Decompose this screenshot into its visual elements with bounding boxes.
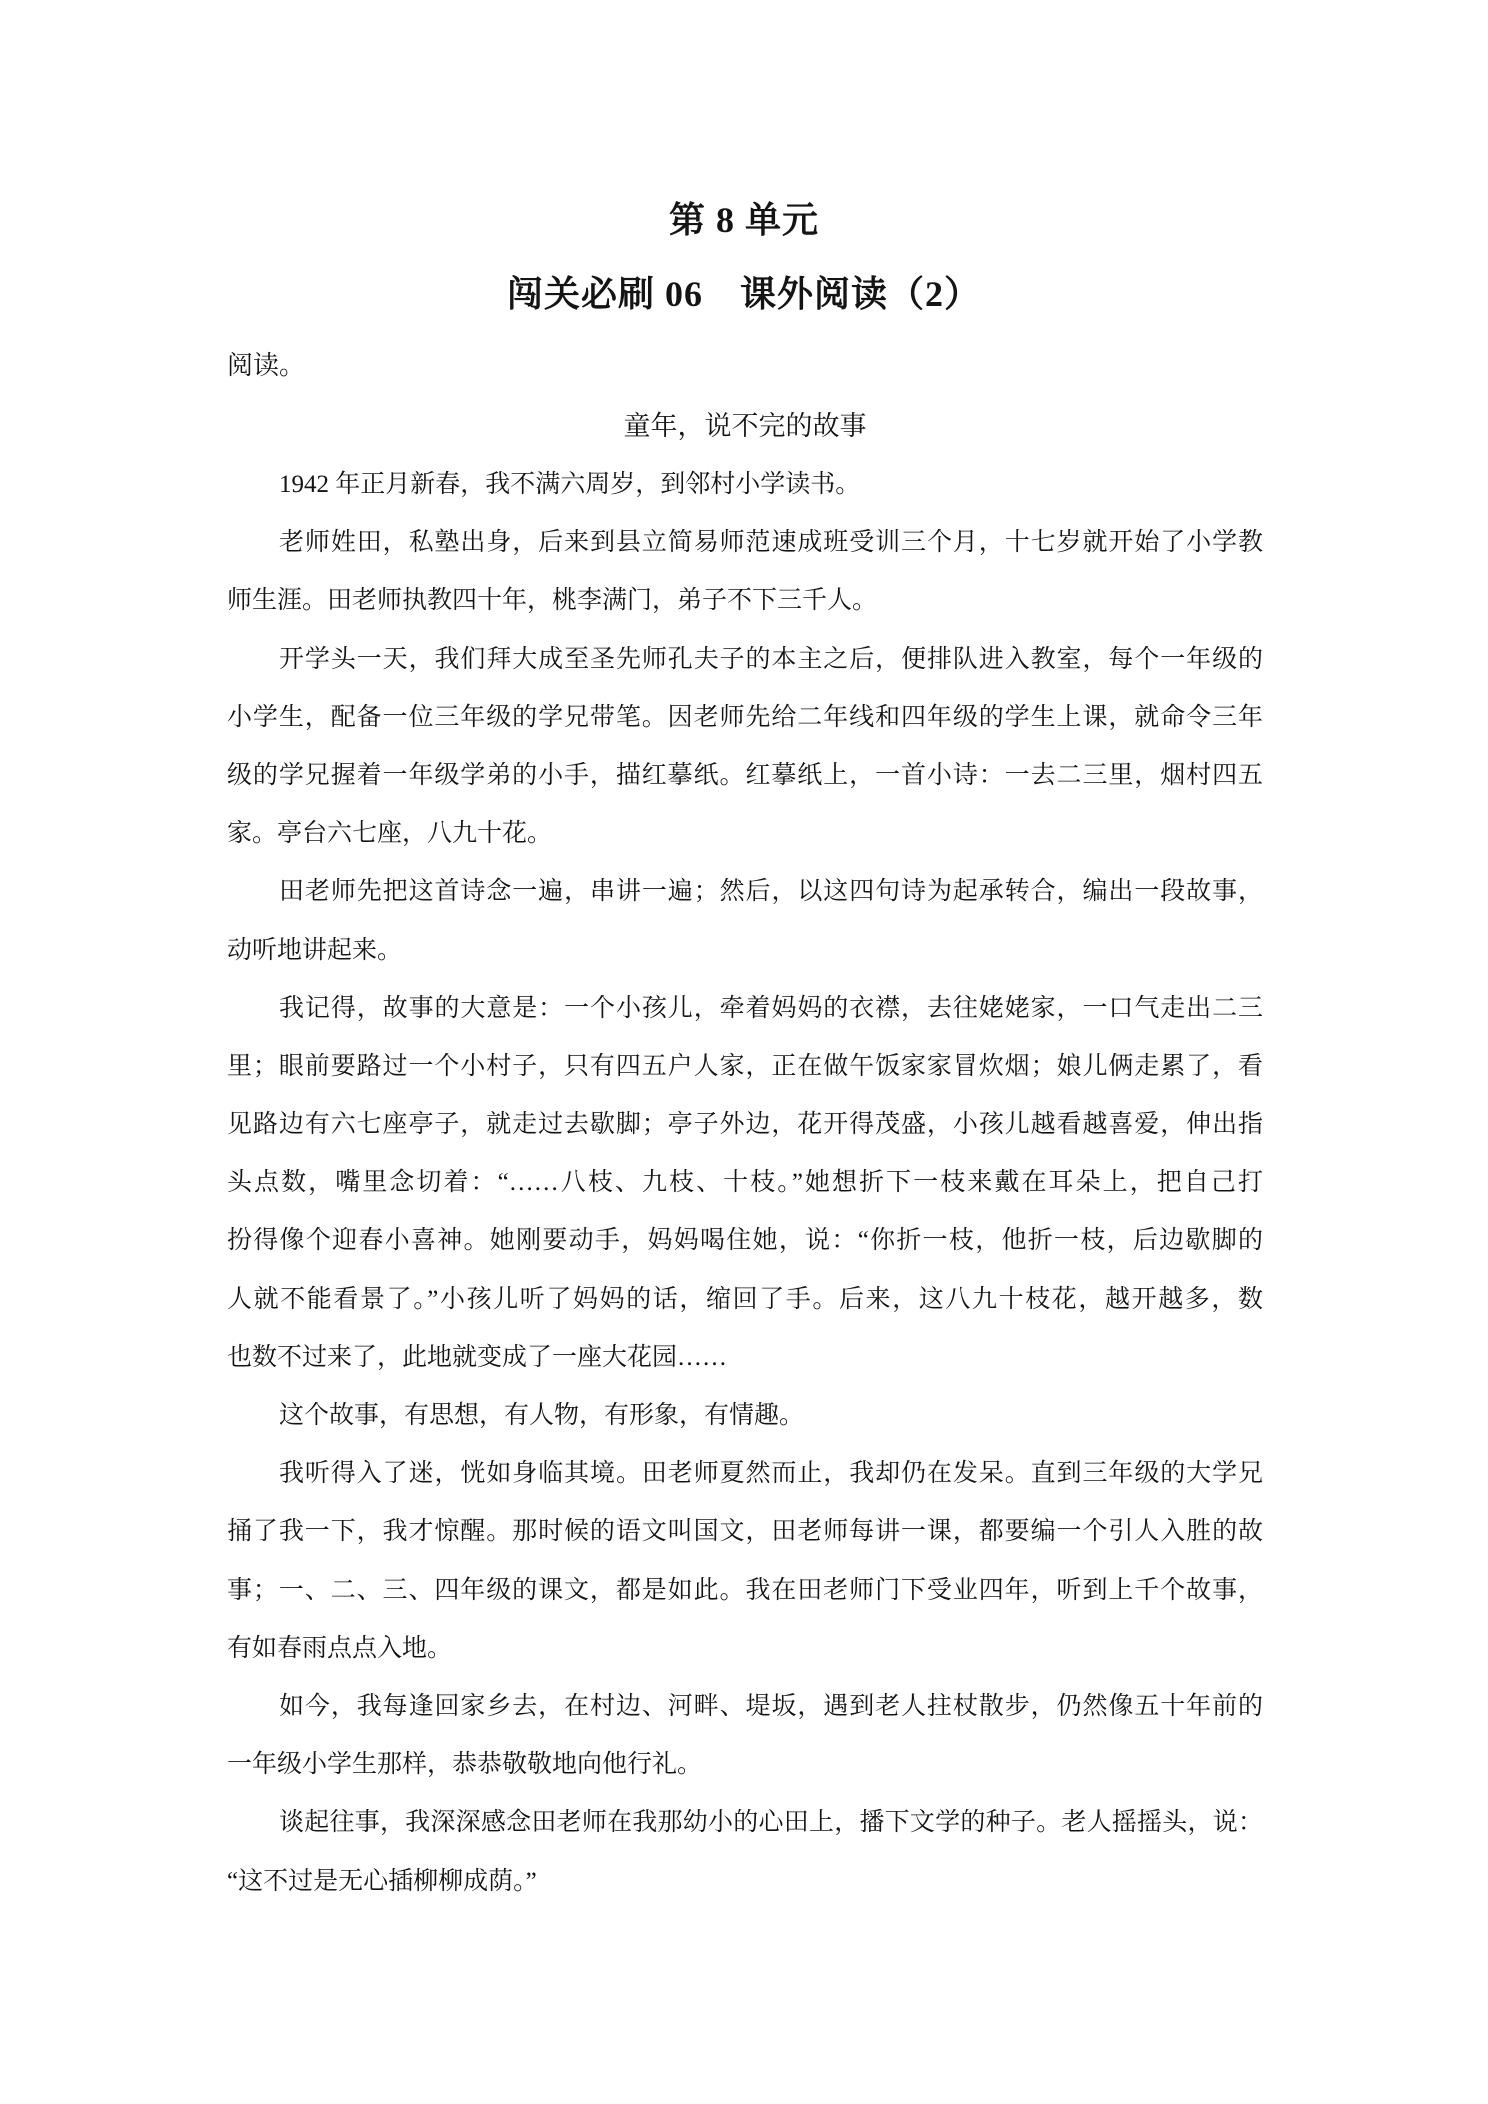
passage-line: 老师姓田，私塾出身，后来到县立简易师范速成班受训三个月，十七岁就开始了小学教 — [279, 529, 1263, 557]
passage-line: 里；眼前要路过一个小村子，只有四五户人家，正在做午饭家家冒炊烟；娘儿俩走累了，看 — [227, 1052, 1263, 1080]
passage-line: 头点数，嘴里念切着：“……八枝、九枝、十枝。”她想折下一枝来戴在耳朵上，把自己打 — [227, 1169, 1263, 1197]
passage-line: 人就不能看景了。”小孩儿听了妈妈的话，缩回了手。后来，这八九十枝花，越开越多，数 — [227, 1285, 1263, 1313]
passage-line: 家。亭台六七座，八九十花。 — [227, 820, 553, 848]
passage-title: 童年，说不完的故事 — [623, 411, 867, 441]
passage-line: 田老师先把这首诗念一遍，串讲一遍；然后，以这四句诗为起承转合，编出一段故事， — [279, 878, 1263, 906]
passage-line: 扮得像个迎春小喜神。她刚要动手，妈妈喝住她，说：“你折一枝，他折一枝，后边歇脚的 — [227, 1227, 1263, 1255]
unit-title: 第 8 单元 — [668, 200, 819, 240]
passage-line: 一年级小学生那样，恭恭敬敬地向他行礼。 — [227, 1751, 703, 1779]
passage-line: 见路边有六七座亭子，就走过去歇脚；亭子外边，花开得茂盛，小孩儿越看越喜爱，伸出指 — [227, 1111, 1263, 1139]
passage-line: 我记得，故事的大意是：一个小孩儿，牵着妈妈的衣襟，去往姥姥家，一口气走出二三 — [279, 994, 1263, 1022]
passage-line: 如今，我每逢回家乡去，在村边、河畔、堤坂，遇到老人拄杖散步，仍然像五十年前的 — [279, 1692, 1263, 1720]
passage-line: 我听得入了迷，恍如身临其境。田老师夏然而止，我却仍在发呆。直到三年级的大学兄 — [279, 1460, 1263, 1488]
passage-line: 谈起往事，我深深感念田老师在我那幼小的心田上，播下文学的种子。老人摇摇头，说： — [279, 1809, 1263, 1837]
passage-line: 捅了我一下，我才惊醒。那时候的语文叫国文，田老师每讲一课，都要编一个引人入胜的故 — [227, 1518, 1263, 1546]
passage-line: 事；一、二、三、四年级的课文，都是如此。我在田老师门下受业四年，听到上千个故事， — [227, 1576, 1263, 1604]
passage-line: 有如春雨点点入地。 — [227, 1634, 453, 1662]
passage-line: 师生涯。田老师执教四十年，桃李满门，弟子不下三千人。 — [227, 587, 878, 615]
passage-line: 这个故事，有思想，有人物，有形象，有情趣。 — [279, 1402, 805, 1429]
passage-line: 也数不过来了，此地就变成了一座大花园…… — [227, 1343, 728, 1371]
passage-line: 动听地讲起来。 — [227, 936, 403, 964]
passage-line: 小学生，配备一位三年级的学兄带笔。因老师先给二年线和四年级的学生上课，就命令三年 — [227, 703, 1263, 731]
passage-line: “这不过是无心插柳柳成荫。” — [227, 1867, 537, 1895]
passage-line: 开学头一天，我们拜大成至圣先师孔夫子的本主之后，便排队进入教室，每个一年级的 — [279, 645, 1263, 673]
reading-instruction: 阅读。 — [227, 351, 306, 380]
passage-body — [227, 456, 1263, 1911]
passage-line: 级的学兄握着一年级学弟的小手，描红摹纸。红摹纸上，一首小诗：一去二三里，烟村四五 — [227, 761, 1263, 789]
lesson-title: 闯关必刷 06 课外阅读（2） — [506, 274, 981, 314]
passage-line: 1942 年正月新春，我不满六周岁，到邻村小学读书。 — [279, 471, 861, 498]
